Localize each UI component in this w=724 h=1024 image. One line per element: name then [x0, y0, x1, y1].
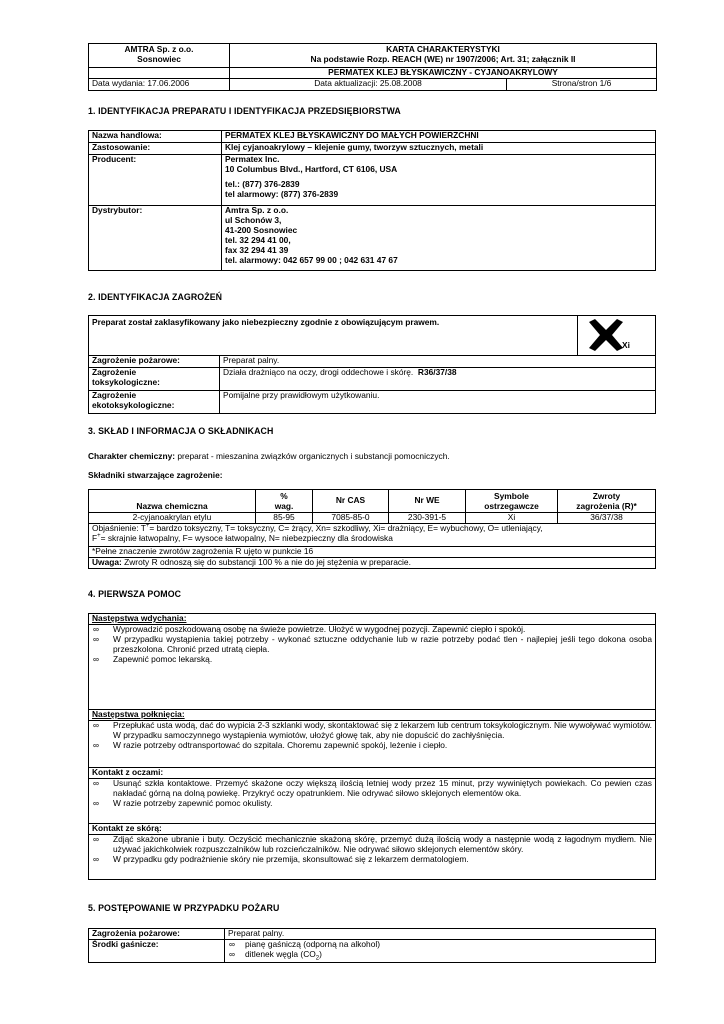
doc-title-cell	[230, 44, 657, 68]
infinity-bullet-icon: ∞	[93, 633, 99, 644]
media-sub: 2	[315, 955, 320, 962]
producer-label: Producent:	[89, 155, 222, 206]
header-empty	[89, 68, 230, 79]
list-item-text	[245, 950, 652, 960]
tox-r-phrases: R36/37/38	[417, 367, 457, 377]
first-aid-table	[88, 613, 656, 880]
fire-hazards-label: Zagrożenia pożarowe:	[89, 929, 225, 940]
legend-sup: +	[97, 533, 101, 540]
inhalation-content	[89, 625, 656, 710]
tox-text: Działa drażniąco na oczy, drogi oddechowe i skórę.	[223, 367, 414, 377]
list-item	[92, 779, 652, 799]
infinity-bullet-icon: ∞	[93, 778, 99, 788]
table-row	[89, 513, 656, 524]
infinity-bullet-icon: ∞	[93, 797, 99, 808]
chemical-character-label: Charakter chemiczny:	[88, 451, 176, 461]
col-we: Nr WE	[389, 490, 466, 513]
legend-part: Objaśnienie: T	[92, 523, 146, 533]
list-item	[228, 950, 652, 960]
legend-explanation	[89, 524, 656, 547]
section4-heading: 4. PIERWSZA POMOC	[88, 589, 182, 599]
infinity-bullet-icon: ∞	[229, 948, 235, 959]
tox-hazard-label	[89, 368, 220, 391]
company-cell	[89, 44, 230, 68]
chemical-character	[88, 452, 450, 462]
issue-date: Data wydania: 17.06.2006	[89, 78, 230, 90]
trade-name-value: PERMATEX KLEJ BŁYSKAWICZNY DO MAŁYCH POWIERZCHNI	[222, 131, 656, 143]
doc-title: KARTA CHARAKTERYSTYKI	[386, 44, 500, 54]
use-label: Zastosowanie:	[89, 143, 222, 155]
distributor-line: Amtra Sp. z o.o.	[225, 205, 289, 215]
infinity-bullet-icon: ∞	[93, 834, 99, 844]
swallow-content	[89, 721, 656, 768]
cell-weight: 85-95	[256, 513, 313, 524]
infinity-bullet-icon: ∞	[93, 653, 99, 664]
remark-label: Uwaga:	[92, 557, 122, 567]
cell-we: 230-391-5	[389, 513, 466, 524]
components-label: Składniki stwarzające zagrożenie:	[88, 470, 223, 480]
col-cas: Nr CAS	[313, 490, 389, 513]
infinity-bullet-icon: ∞	[93, 853, 99, 864]
hazard-symbol-code: Xi	[622, 340, 630, 350]
infinity-bullet-icon: ∞	[93, 720, 99, 730]
distributor-line: fax 32 294 41 39	[225, 244, 289, 255]
distributor-line: tel. 32 294 41 00,	[225, 234, 291, 245]
extinguishing-media-value	[225, 940, 656, 963]
distributor-value	[222, 206, 656, 271]
section2-heading: 2. IDENTYFIKACJA ZAGROŻEŃ	[88, 292, 223, 302]
fire-table	[88, 928, 656, 963]
inhalation-label: Następstwa wdychania:	[89, 614, 656, 625]
producer-value	[222, 155, 656, 206]
list-item	[92, 721, 652, 741]
list-item-text: W razie potrzeby odtransportować do szpitala. Choremu zapewnić spokój, leżenie i ciepło.	[113, 739, 448, 750]
list-item-text: Usunąć szkła kontaktowe. Przemyć skażone oczy większą ilością letniej wody przez 15 minut, przy wywiniętych powiekach. Co pewien czas nakładać górną na dolną powiekę. Przykryć oczy opatrunkiem. Nie odrywać siłowo sklejonych elementów oka.	[113, 778, 652, 798]
infinity-bullet-icon: ∞	[93, 624, 99, 634]
distributor-label: Dystrybutor:	[89, 206, 222, 271]
trade-name-label: Nazwa handlowa:	[89, 131, 222, 143]
doc-basis: Na podstawie Rozp. REACH (WE) nr 1907/2006; Art. 31; załącznik II	[310, 53, 576, 64]
list-item-text: W przypadku wystąpienia takiej potrzeby - wykonać sztuczne oddychanie lub w razie potrzeby podać tlen - najlepiej jeśli tego dokona osoba przeszkolona. Chronić przed utratą ciepła.	[113, 633, 652, 654]
list-item	[92, 799, 652, 809]
tox-label-line2: toksykologiczne:	[92, 376, 160, 387]
media-text: )	[319, 948, 322, 959]
legend-part: F	[92, 532, 98, 543]
skin-contact-content	[89, 835, 656, 880]
col-symbols: Symbole ostrzegawcze	[466, 490, 558, 513]
list-item-text: W razie potrzeby zapewnić pomoc okulisty.	[113, 797, 273, 808]
remark-text: Zwroty R odnoszą się do substancji 100 % a nie do jej stężenia w preparacie.	[121, 557, 411, 567]
identification-table	[88, 130, 656, 271]
list-item-text: Przepłukać usta wodą, dać do wypicia 2-3 szklanki wody, skontaktować się z lekarzem lub centrum toksykologicznym. Nie wywoływać wymiotów. W przypadku samoczynnego wystąpienia wymiotów, ułożyć głowę tak, aby nie dopuścić do zachłyśnięcia.	[113, 720, 652, 740]
eco-label-line2: ekotoksykologiczne:	[92, 399, 175, 410]
legend-sup: +	[145, 523, 150, 530]
update-date: Data aktualizacji: 25.08.2008	[230, 78, 507, 90]
col-chemical-name: Nazwa chemiczna	[89, 490, 256, 513]
section3-heading: 3. SKŁAD I INFORMACJA O SKŁADNIKACH	[88, 426, 274, 436]
list-item-text: Wyprowadzić poszkodowaną osobę na świeże powietrze. Ułożyć w wygodnej pozycji. Zapewnić ciepło i spokój.	[113, 624, 526, 634]
list-item-text: W przypadku gdy podrażnienie skóry nie przemija, skonsultować się z lekarzem dermatologiem.	[113, 853, 469, 864]
list-item	[92, 835, 652, 855]
fire-hazard-value: Preparat palny.	[220, 356, 656, 368]
list-item	[92, 635, 652, 655]
infinity-bullet-icon: ∞	[229, 939, 235, 949]
eco-hazard-value: Pomijalne przy prawidłowym użytkowaniu.	[220, 391, 656, 414]
cell-cas: 7085-85-0	[313, 513, 389, 524]
fire-hazard-label: Zagrożenie pożarowe:	[89, 356, 220, 368]
fire-hazards-value: Preparat palny.	[225, 929, 656, 940]
cell-r-phrase: 36/37/38	[558, 513, 656, 524]
tox-label-line1: Zagrożenie	[92, 367, 137, 377]
list-item	[92, 855, 652, 865]
document-header	[88, 43, 657, 91]
eco-hazard-label	[89, 391, 220, 414]
producer-name: Permatex Inc.	[225, 154, 280, 164]
hazard-cross-icon	[586, 318, 626, 352]
producer-alarm: tel alarmowy: (877) 376-2839	[225, 188, 339, 199]
hazards-table	[88, 315, 656, 414]
infinity-bullet-icon: ∞	[93, 739, 99, 750]
swallow-label: Następstwa połknięcia:	[89, 710, 656, 721]
company-name: AMTRA Sp. z o.o.	[124, 44, 194, 54]
section5-heading: 5. POSTĘPOWANIE W PRZYPADKU POŻARU	[88, 903, 280, 913]
page-info: Strona/stron 1/6	[507, 78, 657, 90]
skin-contact-label: Kontakt ze skórą:	[89, 824, 656, 835]
company-city: Sosnowiec	[137, 53, 181, 64]
remark	[89, 558, 656, 569]
classification-text: Preparat został zaklasyfikowany jako niebezpieczny zgodnie z obowiązującym prawem.	[89, 316, 578, 356]
section1-heading: 1. IDENTYFIKACJA PREPARATU I IDENTYFIKACJA PRZEDSIĘBIORSTWA	[88, 106, 401, 116]
list-item-text: pianę gaśniczą (odporną na alkohol)	[245, 939, 381, 949]
producer-tel: tel.: (877) 376-2839	[225, 178, 300, 189]
r-phrase-note: *Pełne znaczenie zwrotów zagrożenia R ujęto w punkcie 16	[89, 547, 656, 558]
list-item	[92, 741, 652, 751]
col-weight-percent: % wag.	[256, 490, 313, 513]
distributor-line: tel. alarmowy: 042 657 99 00 ; 042 631 47 67	[225, 254, 398, 265]
cell-symbol: Xi	[466, 513, 558, 524]
hazard-symbol-cell	[578, 316, 656, 356]
use-value: Klej cyjanoakrylowy – klejenie gumy, tworzyw sztucznych, metali	[222, 143, 656, 155]
eco-label-line1: Zagrożenie	[92, 390, 137, 400]
media-text: ditlenek węgla (CO	[245, 948, 316, 959]
tox-hazard-value	[220, 368, 656, 391]
list-item	[92, 655, 652, 665]
cell-chemical-name: 2-cyjanoakrylan etylu	[89, 513, 256, 524]
product-title: PERMATEX KLEJ BŁYSKAWICZNY - CYJANOAKRYLOWY	[230, 68, 657, 79]
col-r-phrases: Zwroty zagrożenia (R)*	[558, 490, 656, 513]
eye-contact-label: Kontakt z oczami:	[89, 768, 656, 779]
list-item-text: Zapewnić pomoc lekarską.	[113, 653, 213, 664]
components-table	[88, 489, 656, 569]
extinguishing-media-label: Środki gaśnicze:	[89, 940, 225, 963]
distributor-line: 41-200 Sosnowiec	[225, 224, 298, 235]
producer-address: 10 Columbus Blvd., Hartford, CT 6106, USA	[225, 163, 398, 174]
eye-contact-content	[89, 779, 656, 824]
legend-part: = bardzo toksyczny, T= toksyczny, C= żrący, Xn= szkodliwy, Xi= drażniący, E= wybuchowy, O= utleniający,	[149, 523, 543, 533]
legend-part: = skrajnie łatwopalny, F= wysoce łatwopalny, N= niebezpieczny dla środowiska	[100, 532, 393, 543]
distributor-line: ul Schonów 3,	[225, 214, 282, 225]
list-item-text: Zdjąć skażone ubranie i buty. Oczyścić mechanicznie skażoną skórę, przemyć dużą ilością wody a następnie wodą z łagodnym mydłem. Nie używać jakichkolwiek rozpuszczalników lub rozcieńczalników. Nie odrywać siłowo sklejonych elementów skóry.	[113, 834, 652, 854]
chemical-character-text: preparat - mieszanina związków organicznych i substancji pomocniczych.	[175, 451, 450, 461]
